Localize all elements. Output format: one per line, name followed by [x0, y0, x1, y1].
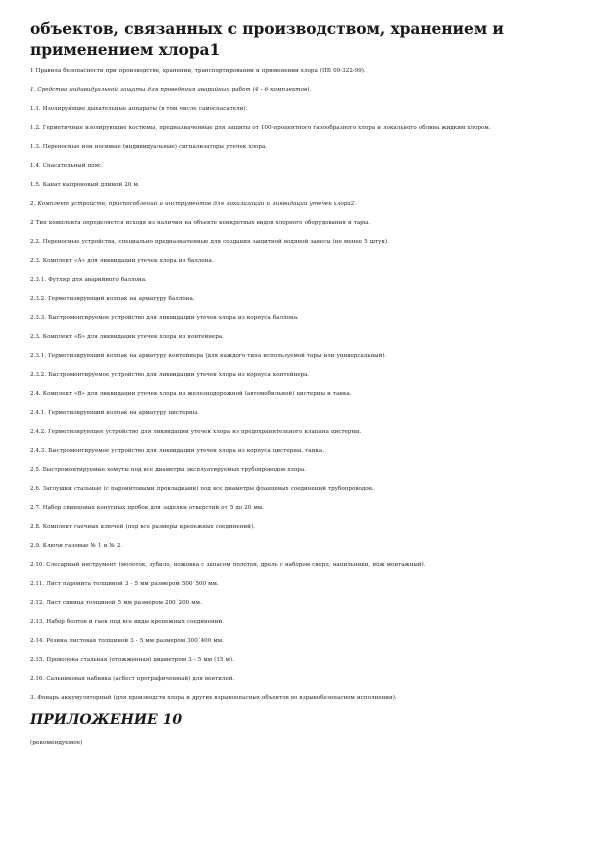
section-heading: объектов, связанных с производством, хранением и применением хлора1	[30, 19, 504, 59]
list-item: 2.3.3. Быстромонтируемое устройство для ликвидации утечек хлора из корпуса баллона.	[30, 315, 299, 321]
list-item: 2.2. Переносные устройства, специально предназначенные для создания защитной водяной завесы (не менее 5 штук).	[30, 239, 389, 245]
list-item: 2.9. Ключи газовые № 1 и № 2.	[30, 543, 123, 549]
appendix-note: (рекомендуемое)	[30, 739, 83, 746]
list-item: 2.6. Заглушки стальные (с паронитовыми прокладками) под все диаметры фланцевых соединений трубопроводов.	[30, 486, 374, 492]
list-item: 1 Правила безопасности при производстве, хранении, транспортировании и применении хлора (ПБ 09-322-99).	[30, 68, 366, 74]
list-item: 2.3. Комплект «А» для ликвидации утечек хлора из баллона.	[30, 258, 214, 264]
list-item: 2.4.3. Быстромонтируемое устройство для ликвидации утечек хлора из корпуса цистерны, танка.	[30, 448, 325, 454]
list-item: 2.8. Комплект гаечных ключей (под все размеры крепежных соединений).	[30, 524, 255, 530]
list-item: 1.1. Изолирующие дыхательные аппараты (в том числе самоспасатели).	[30, 106, 248, 112]
list-item: 2.3.1. Герметизирующий колпак на арматуру контейнера (для каждого типа используемой тары или универсальный).	[30, 353, 387, 359]
list-item: 2. Комплект устройств, приспособлений и инструментов для локализации и ликвидации утечек хлора2.	[30, 201, 356, 207]
list-item: 2.3.1. Футляр для аварийного баллона.	[30, 277, 147, 283]
list-item: 1.4. Спасательный пояс.	[30, 163, 104, 169]
list-item: 2.3.2. Быстромонтируемое устройство для ликвидации утечек хлора из корпуса контейнера.	[30, 372, 310, 378]
list-item: 2.13. Набор болтов и гаек под все виды крепежных соединений.	[30, 619, 224, 625]
list-item: 2.15. Проволока стальная (отожженная) диаметром 3 - 5 мм (15 м).	[30, 657, 234, 663]
list-item: 2.4.1. Герметизирующий колпак на арматуру цистерны.	[30, 410, 199, 416]
list-item: 2.4. Комплект «В» для ликвидации утечек хлора из железнодорожной (автомобильной) цистерны и танка.	[30, 391, 352, 397]
list-item: 2.4.2. Герметизирующее устройство для ликвидации утечек хлора из предохранительного клапана цистерны.	[30, 429, 362, 435]
list-item: 2.7. Набор свинцовых конусных пробок для заделки отверстий от 5 до 20 мм.	[30, 505, 264, 511]
list-item: 2.3.2. Герметизирующий колпак на арматуру баллона.	[30, 296, 195, 302]
list-item: 2.11. Лист паронита толщиной 3 - 5 мм размером 500´500 мм.	[30, 581, 219, 587]
list-item: 1.3. Переносные или носимые (индивидуальные) сигнализаторы утечек хлора.	[30, 144, 268, 150]
list-item: 1.2. Герметичные изолирующие костюмы, предназначенные для защиты от 100-процентного газообразного хлора и локального облива жидким хлором.	[30, 125, 491, 131]
list-item: 2.3. Комплект «Б» для ликвидации утечек хлора из контейнера.	[30, 334, 224, 340]
equipment-list	[30, 68, 565, 703]
list-item: 2.14. Резина листовая толщиной 3 - 5 мм размером 300´400 мм.	[30, 638, 224, 644]
list-item: 2.5. Быстромонтируемые хомуты под все диаметры эксплуатируемых трубопроводов хлора.	[30, 467, 307, 473]
list-item: 1. Средства индивидуальной защиты для проведения аварийных работ (4 - 6 комплектов).	[30, 87, 312, 93]
list-item: 1.5. Канат капроновый длиной 20 м.	[30, 182, 140, 188]
list-item: 2.10. Слесарный инструмент (молоток, зубило, ножовка с запасом полотен, дрель с набором сверл, напильники, нож монтажный).	[30, 562, 426, 568]
appendix-title: ПРИЛОЖЕНИЕ 10	[30, 711, 183, 728]
list-item: 2 Тип комплекта определяется исходя из наличия на объекте конкретных видов хлорного оборудования и тары.	[30, 220, 370, 226]
list-item: 3. Фонарь аккумуляторный (для производств хлора и других взрывоопасных объектов во взрывобезопасном исполнении).	[30, 695, 397, 701]
list-item: 2.12. Лист свинца толщиной 5 мм размером 200´200 мм.	[30, 600, 202, 606]
list-item: 2.16. Сальниковая набивка (асбест прографиченный) для вентилей.	[30, 676, 235, 682]
